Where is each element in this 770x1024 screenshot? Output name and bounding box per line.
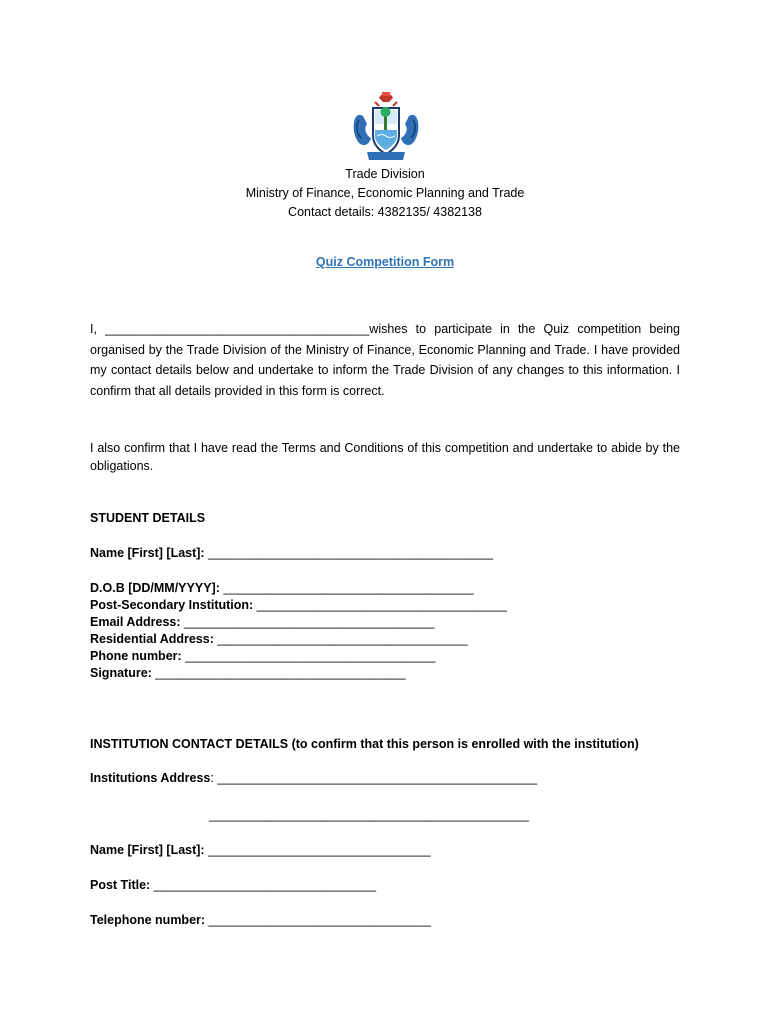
student-institution-row xyxy=(90,597,507,614)
institution-post-label: Post Title: xyxy=(90,878,151,892)
institution-contact-name-row xyxy=(90,842,431,859)
institution-address-field-line2[interactable]: ______________________________________________ xyxy=(209,808,529,822)
institution-address-label: Institutions Address xyxy=(90,771,211,785)
institution-contact-name-label: Name [First] [Last]: xyxy=(90,843,205,857)
student-address-field[interactable]: ____________________________________ xyxy=(213,632,468,646)
institution-post-row xyxy=(90,877,376,894)
student-details-heading: STUDENT DETAILS xyxy=(90,511,206,525)
header-contact: Contact details: 4382135/ 4382138 xyxy=(288,205,482,219)
declaration-intro: I, xyxy=(90,322,106,336)
student-signature-label: Signature: xyxy=(90,666,152,680)
student-institution-label: Post-Secondary Institution: xyxy=(90,598,254,612)
student-email-label: Email Address: xyxy=(90,615,181,629)
participant-name-blank[interactable]: ______________________________________ xyxy=(105,322,370,336)
coat-of-arms-emblem xyxy=(349,90,423,166)
student-signature-row xyxy=(90,665,406,682)
declaration-text: wishes to participate in the Quiz competition being organised by the Trade Division of the Ministry of Finance, Economic Planning and Trade. I have provided my contact details below and undertake to inform the Trade Division of any changes to this information. I confirm that all details provided in this form is correct. xyxy=(90,322,680,398)
student-email-field[interactable]: ____________________________________ xyxy=(180,615,435,629)
student-name-row xyxy=(90,545,493,562)
student-phone-row xyxy=(90,648,435,665)
institution-address-field[interactable]: : ______________________________________________ xyxy=(210,771,538,785)
terms-paragraph: I also confirm that I have read the Terms and Conditions of this competition and undertake to abide by the obligations. xyxy=(90,441,680,473)
institution-contact-name-field[interactable]: ________________________________ xyxy=(204,843,431,857)
student-address-label: Residential Address: xyxy=(90,632,214,646)
student-phone-label: Phone number: xyxy=(90,649,182,663)
header-ministry: Ministry of Finance, Economic Planning and Trade xyxy=(245,186,525,200)
student-address-row xyxy=(90,631,468,648)
student-institution-field[interactable]: ____________________________________ xyxy=(253,598,507,612)
student-name-label: Name [First] [Last]: xyxy=(90,546,205,560)
student-dob-label: D.O.B [DD/MM/YYYY]: xyxy=(90,581,220,595)
student-phone-field[interactable]: ____________________________________ xyxy=(181,649,436,663)
institution-details-heading: INSTITUTION CONTACT DETAILS (to confirm that this person is enrolled with the institution) xyxy=(90,737,639,751)
student-signature-field[interactable]: ____________________________________ xyxy=(151,666,406,680)
header-division: Trade Division xyxy=(345,167,425,181)
student-dob-row xyxy=(90,580,474,597)
declaration-paragraph xyxy=(90,319,680,401)
student-name-field[interactable]: _________________________________________ xyxy=(204,546,494,560)
institution-phone-label: Telephone number: xyxy=(90,913,206,927)
institution-phone-row xyxy=(90,912,431,929)
form-title: Quiz Competition Form xyxy=(315,255,455,269)
institution-phone-field[interactable]: ________________________________ xyxy=(205,913,431,927)
institution-post-field[interactable]: ________________________________ xyxy=(150,878,377,892)
student-email-row xyxy=(90,614,434,631)
student-dob-field[interactable]: ____________________________________ xyxy=(219,581,474,595)
institution-address-row xyxy=(90,770,537,787)
